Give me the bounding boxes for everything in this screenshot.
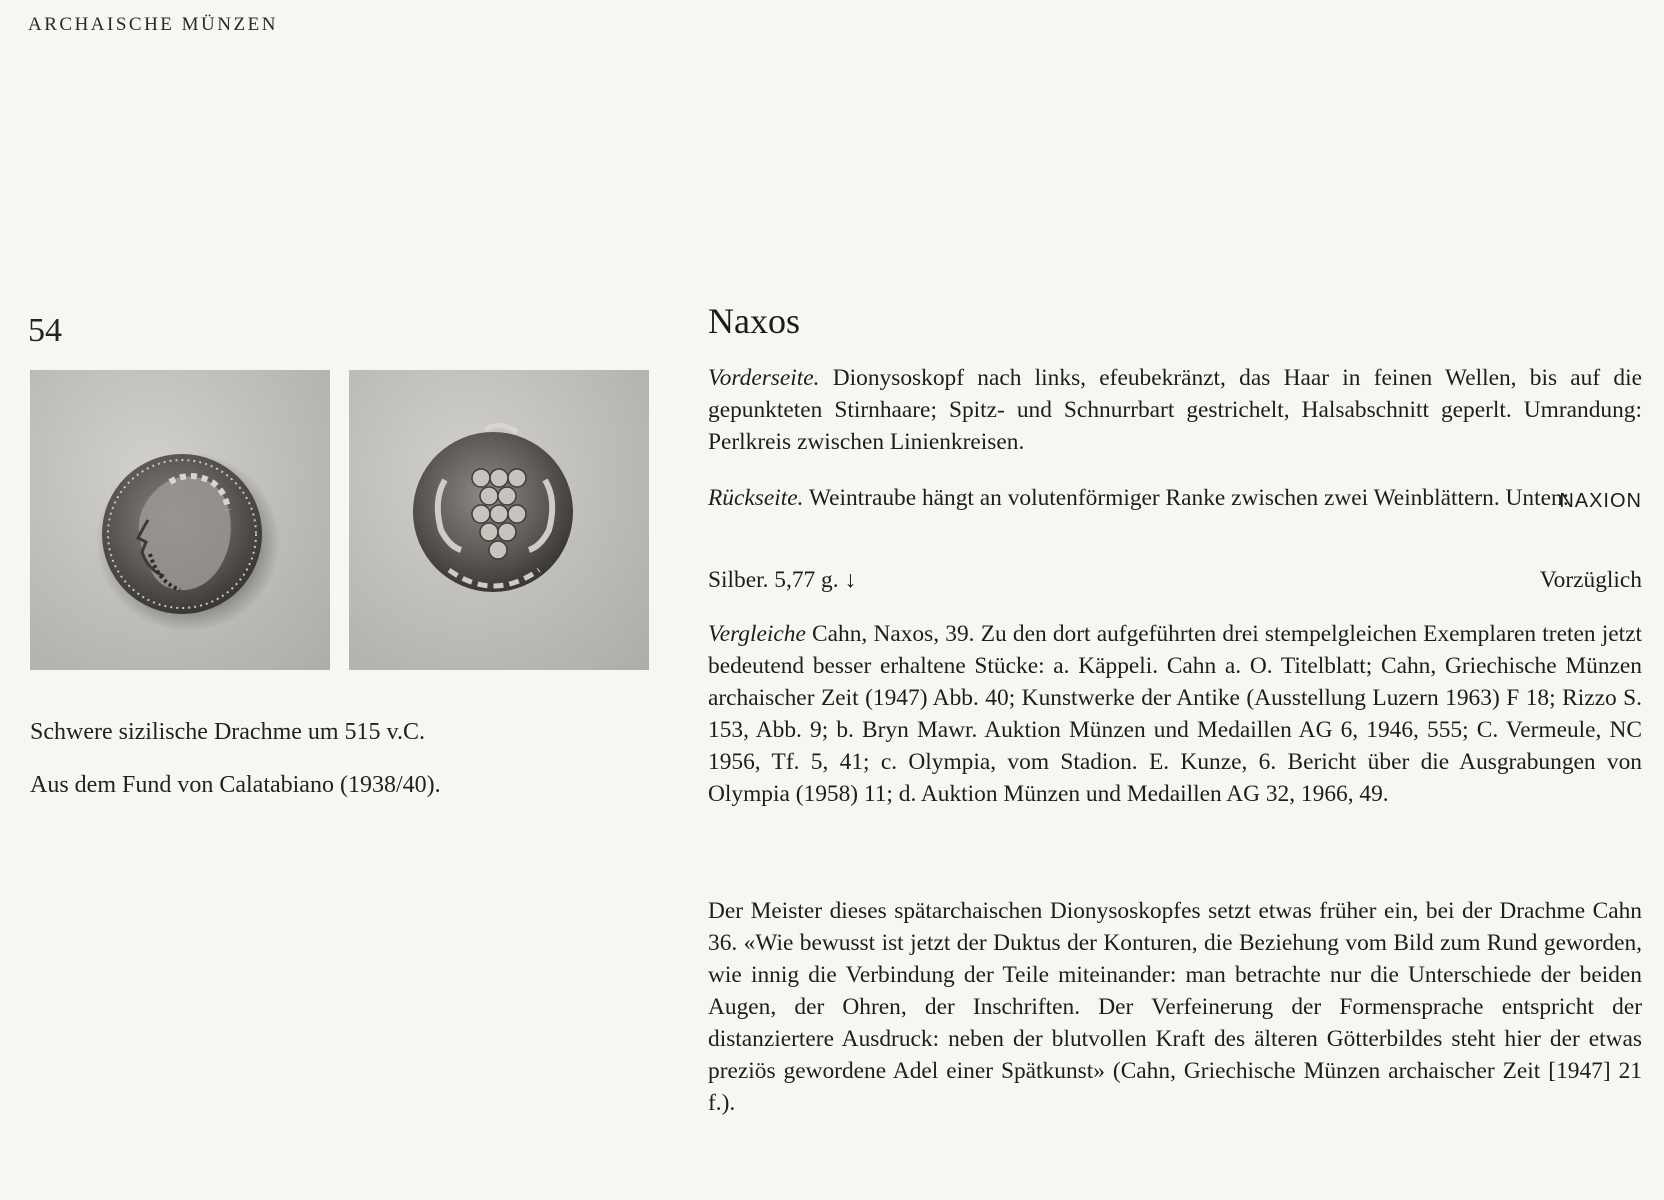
comparison-references <box>708 618 1642 810</box>
entry-title: Naxos <box>708 301 800 341</box>
caption-provenance: Aus dem Fund von Calatabiano (1938/40). <box>30 772 441 798</box>
catalogue-number: 54 <box>28 312 62 349</box>
caption-denomination: Schwere sizilische Drachme um 515 v.C. <box>30 719 426 745</box>
reverse-inscription: NAXION <box>1559 490 1642 512</box>
commentary-text: Der Meister dieses spätarchaischen Dionysoskopfes setzt etwas früher ein, bei der Drachme Cahn 36. «Wie bewusst ist jetzt der Duktus der Konturen, die Beziehung vom Bild zum Rund geworden, wie innig die Verbindung der Teile miteinander: man betrachte nur die Unterschiede der beiden Augen, der Ohren, der Inschriften. Der Verfeinerung der Formensprache entspricht der distanziertere Ausdruck: neben der blutvollen Kraft des älteren Götterbildes steht hier der etwas preziös gewordene Adel einer Spätkunst» (Cahn, Griechische Münzen archaischer Zeit [1947] 21 f.). <box>708 898 1642 1116</box>
coin-obverse-image <box>30 370 330 670</box>
reverse-description <box>708 482 1642 517</box>
reverse-label: Rückseite. <box>708 485 804 511</box>
condition-grade: Vorzüglich <box>1539 567 1642 593</box>
obverse-text: Dionysoskopf nach links, efeubekränzt, das Haar in feinen Wellen, bis auf die gepunkteten Stirnhaare; Spitz- und Schnurrbart gestrichelt, Halsabschnitt geperlt. Umrandung: Perlkreis zwischen Linienkreisen. <box>708 365 1642 455</box>
coin-obverse-photo <box>30 370 330 670</box>
reverse-text: Weintraube hängt an volutenförmiger Ranke zwischen zwei Weinblättern. Unten: <box>803 485 1570 511</box>
material-row <box>708 564 1642 596</box>
coin-reverse-image <box>349 370 649 670</box>
material-weight: Silber. 5,77 g. ↓ <box>708 567 857 593</box>
coin-reverse-photo <box>349 370 649 670</box>
compare-text: Cahn, Naxos, 39. Zu den dort aufgeführten drei stempelgleichen Exemplaren treten jetzt bedeutend besser erhaltene Stücke: a. Käppeli. Cahn a. O. Titelblatt; Cahn, Griechische Münzen archaischer Zeit (1947) Abb. 40; Kunstwerke der Antike (Ausstellung Luzern 1963) F 18; Rizzo S. 153, Abb. 9; b. Bryn Mawr. Auktion Münzen und Medaillen AG 6, 1946, 555; C. Vermeule, NC 1956, Tf. 5, 41; c. Olympia, vom Stadion. E. Kunze, 6. Bericht über die Ausgrabungen von Olympia (1958) 11; d. Auktion Münzen und Medaillen AG 32, 1966, 49. <box>708 621 1642 807</box>
running-head: ARCHAISCHE MÜNZEN <box>28 14 278 35</box>
obverse-description <box>708 362 1642 458</box>
compare-label: Vergleiche <box>708 621 806 647</box>
obverse-label: Vorderseite. <box>708 365 820 391</box>
commentary-paragraph <box>708 895 1642 1119</box>
